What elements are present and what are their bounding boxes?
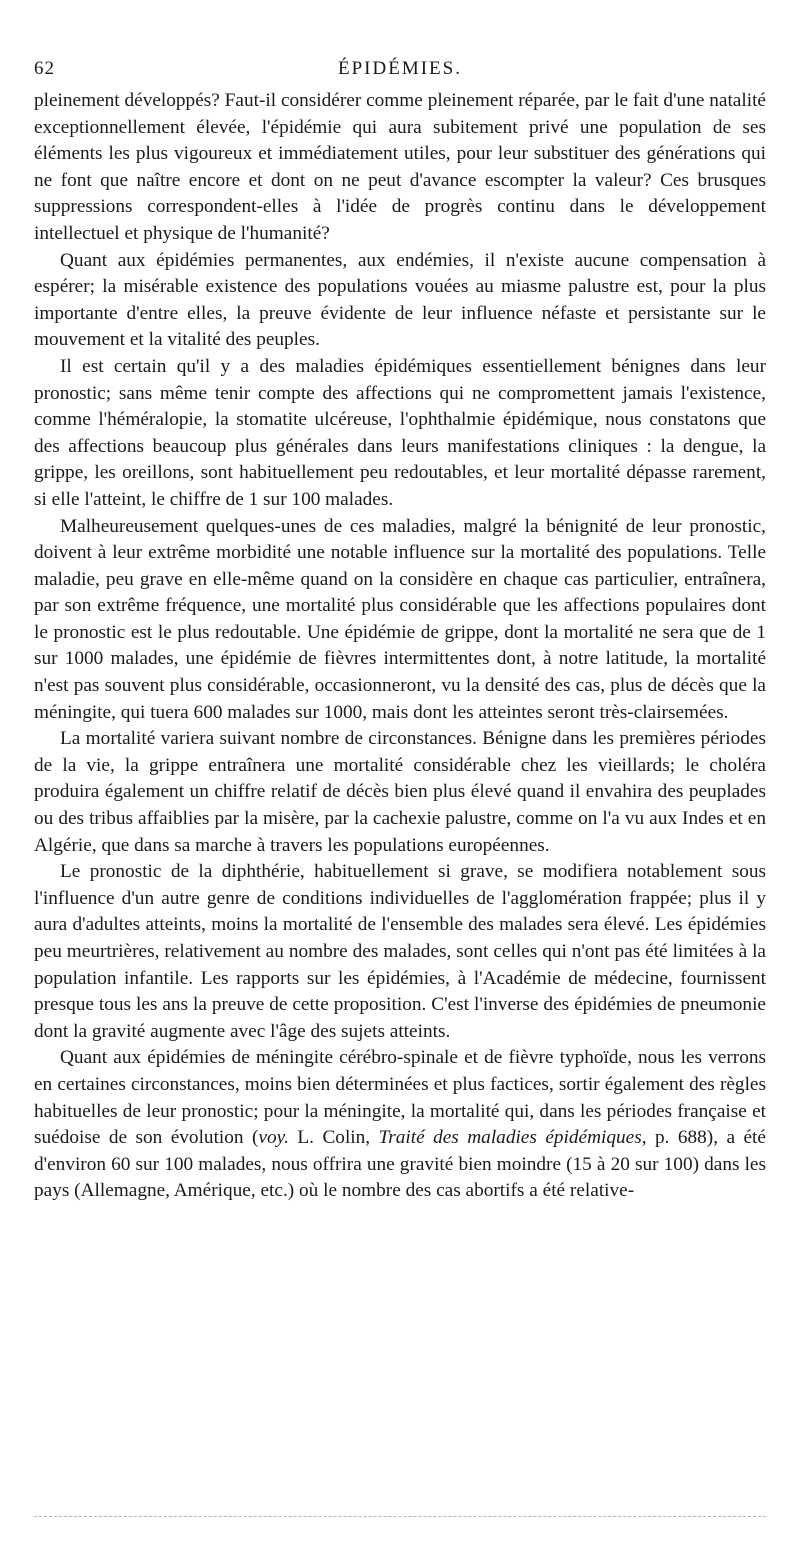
italic-text: Traité des maladies épidémiques: [378, 1127, 642, 1149]
text-run: Malheureusement quelques-unes de ces maladies, malgré la bénignité de leur pronostic, doivent à leur extrême morbidité une notable influence sur la mortalité des populations. Telle maladie, peu grave en elle-même quand on la considère en chaque cas particulier, entraînera, par son extrême fréquence, une mortalité plus considérable que les affections populaires dont le pronostic est le plus redoutable. Une épidémie de grippe, dont la mortalité ne sera que de 1 sur 1000 malades, une épidémie de fièvres intermittentes dont, à notre latitude, la mortalité n'est pas souvent plus considérable, occasionneront, vu la densité des cas, plus de décès que la méningite, qui tuera 600 malades sur 1000, mais dont les atteintes seront très-clairsemées.: [34, 515, 766, 723]
paragraph: [34, 726, 766, 859]
text-run: Il est certain qu'il y a des maladies épidémiques essentiellement bénignes dans leur pronostic; sans même tenir compte des affections qui ne compromettent jamais l'existence, comme l'héméralopie, la stomatite ulcéreuse, l'ophthalmie épidémique, nous constatons que des affections beaucoup plus générales dans leurs manifestations cliniques : la dengue, la grippe, les oreillons, sont habituellement peu redoutables, et leur mortalité dépasse rarement, si elle l'atteint, le chiffre de 1 sur 100 malades.: [34, 355, 766, 510]
text-run: Le pronostic de la diphthérie, habituellement si grave, se modifiera notablement sous l'influence d'un autre genre de conditions individuelles de l'agglomération frappée; plus il y aura d'adultes atteints, moins la mortalité de l'ensemble des malades sera élevé. Les épidémies peu meurtrières, relativement au nombre des malades, sont celles qui n'ont pas été limitées à la population infantile. Les rapports sur les épidémies, à l'Académie de médecine, fournissent presque tous les ans la preuve de cette proposition. C'est l'inverse des épidémies de pneumonie dont la gravité augmente avec l'âge des sujets atteints.: [34, 861, 766, 1042]
paragraph: [34, 514, 766, 727]
paragraph: [34, 1045, 766, 1205]
paragraph: [34, 354, 766, 514]
text-run: La mortalité variera suivant nombre de circonstances. Bénigne dans les premières périodes de la vie, la grippe entraînera une mortalité considérable chez les vieillards; le choléra produira également un chiffre relatif de décès bien plus élevé quand il envahira des peuplades ou des tribus affaiblies par la misère, par la cachexie palustre, comme on l'a vu aux Indes et en Algérie, que dans sa marche à travers les populations européennes.: [34, 728, 766, 856]
italic-text: voy.: [258, 1127, 289, 1149]
text-run: , p. 688), a été d'environ 60 sur 100 malades, nous offrira une gravité bien moindre (15 à 20 sur 100) dans les pays (Allemagne, Amérique, etc.) où le nombre des cas abortifs a été relative-: [34, 1127, 766, 1202]
text-run: pleinement développés? Faut-il considérer comme pleinement réparée, par le fait d'une natalité exceptionnellement élevée, l'épidémie qui aura subitement privé une population de ses éléments les plus vigoureux et immédiatement utiles, pour leur substituer des générations qui ne font que naître encore et dont on ne peut d'avance escompter la valeur? Ces brusques suppressions correspondent-elles à l'idée de progrès continu dans le développement intellectuel et physique de l'humanité?: [34, 90, 766, 244]
paragraph: [34, 88, 766, 248]
footer-divider: [34, 1516, 766, 1517]
paragraph: [34, 859, 766, 1045]
text-run: Quant aux épidémies de méningite cérébro-spinale et de fièvre typhoïde, nous les verrons en certaines circonstances, moins bien déterminées et plus factices, sortir également des règles habituelles de leur pronostic; pour la méningite, la mortalité qui, dans les périodes française et suédoise de son évolution (: [34, 1047, 766, 1149]
text-run: L. Colin,: [288, 1127, 379, 1149]
page-number: 62: [34, 58, 55, 79]
body-text: [34, 88, 766, 1205]
running-head: [34, 58, 766, 88]
header-title: ÉPIDÉMIES.: [338, 58, 462, 79]
text-run: Quant aux épidémies permanentes, aux endémies, il n'existe aucune compensation à espérer; la misérable existence des populations vouées au miasme palustre est, pour la plus importante d'entre elles, la preuve évidente de leur influence néfaste et persistante sur le mouvement et la vitalité des peuples.: [34, 249, 766, 351]
paragraph: [34, 248, 766, 354]
book-page: [34, 58, 766, 1205]
